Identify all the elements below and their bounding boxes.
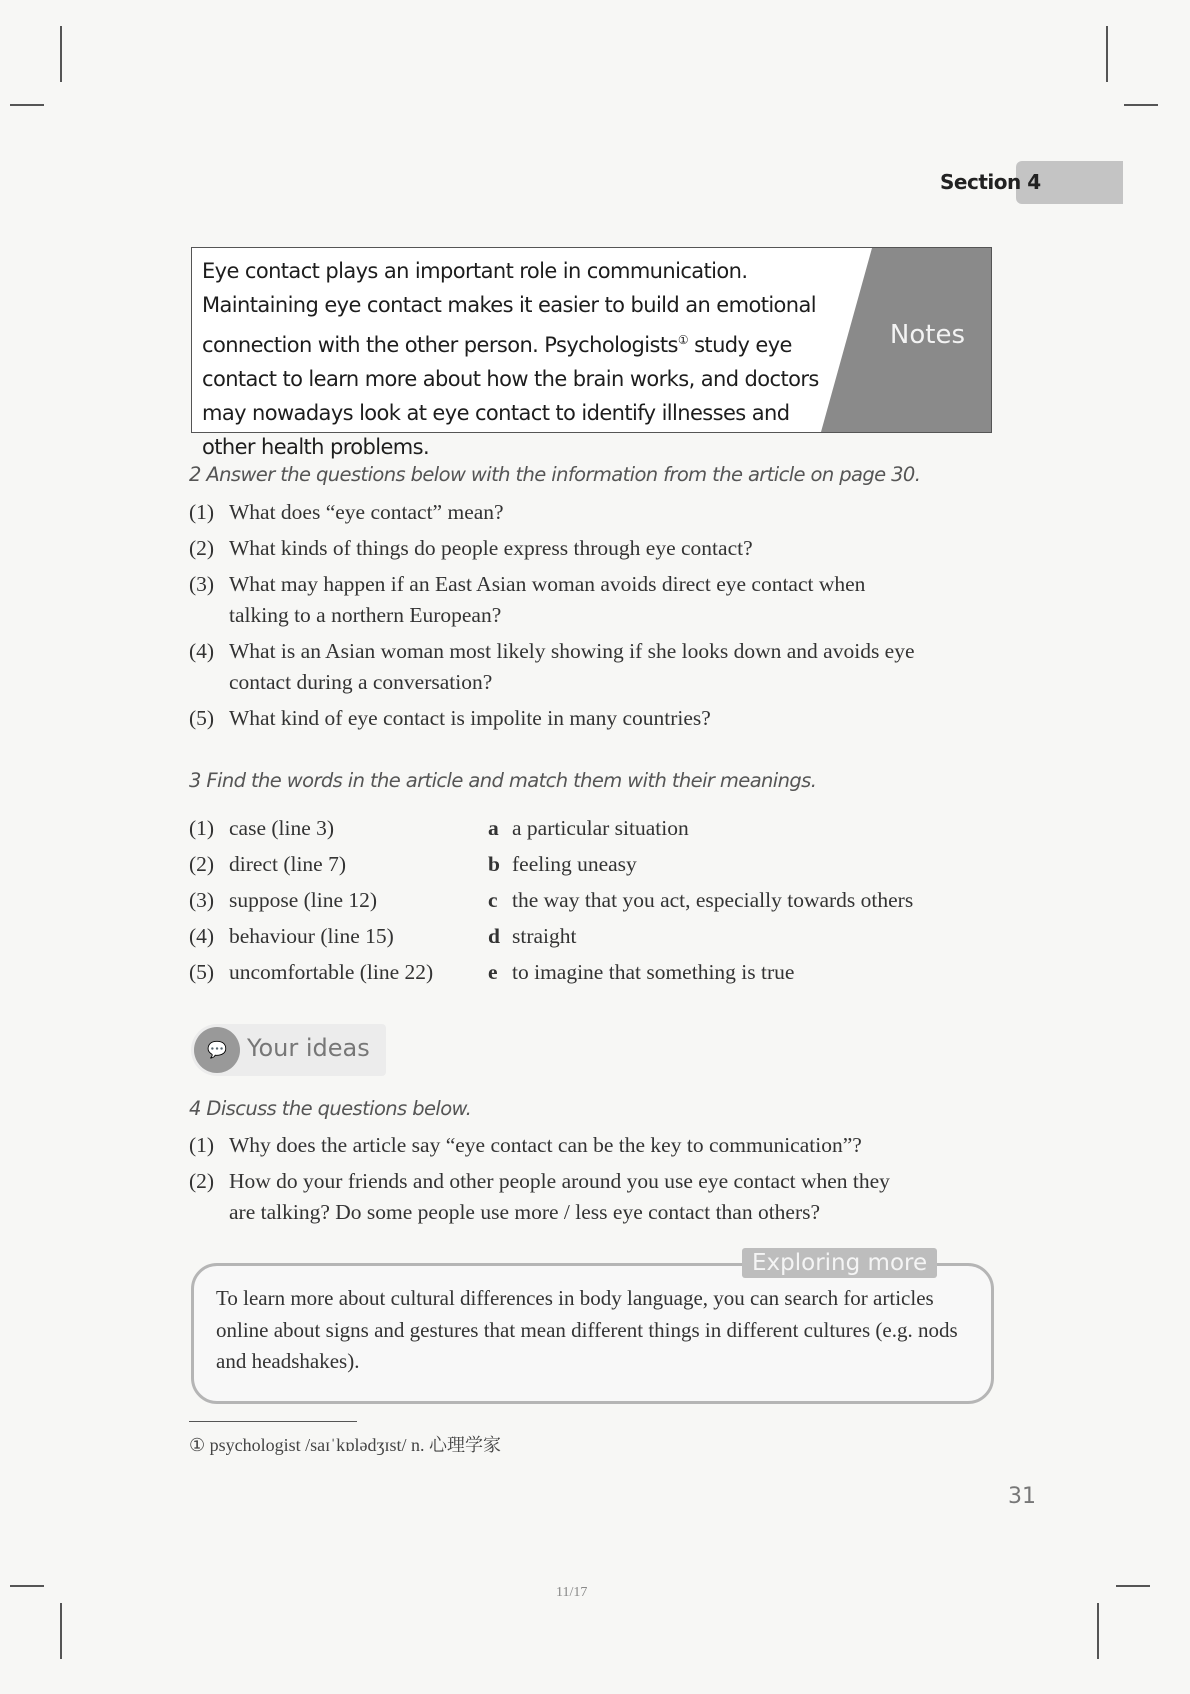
exercise-3-instruction: 3 Find the words in the article and match them with their meanings.: [189, 769, 817, 792]
meaning-item: d straight: [488, 924, 577, 948]
exercise-4-questions: [189, 1130, 1009, 1228]
crop-mark: [1124, 104, 1158, 106]
footnote-ref[interactable]: ①: [677, 332, 689, 347]
word-item: (2) direct (line 7): [189, 852, 347, 876]
speech-bubbles-icon: 💬: [194, 1027, 240, 1073]
notes-box: [191, 247, 992, 460]
word-item: (5) uncomfortable (line 22): [189, 960, 434, 984]
question: (3) What may happen if an East Asian woman avoids direct eye contact when talking to a northern European?: [189, 572, 866, 627]
footnote-divider: [189, 1421, 357, 1422]
meaning-list: [488, 810, 1008, 990]
meaning-item: c the way that you act, especially towards others: [488, 888, 914, 912]
footnote: ① psychologist /saɪˈkɒlədʒɪst/ n. 心理学家: [189, 1435, 502, 1455]
crop-mark: [1097, 1603, 1099, 1659]
page-number: 31: [1008, 1484, 1036, 1509]
word-item: (1) case (line 3): [189, 816, 335, 840]
question: (1) What does “eye contact” mean?: [189, 500, 504, 524]
crop-mark: [10, 1585, 44, 1587]
question: (4) What is an Asian woman most likely showing if she looks down and avoids eye contact during a conversation?: [189, 639, 915, 694]
notes-label: Notes: [889, 320, 965, 350]
exercise-2-instruction: 2 Answer the questions below with the information from the article on page 30.: [189, 463, 921, 486]
meaning-item: b feeling uneasy: [488, 852, 637, 876]
meaning-item: e to imagine that something is true: [488, 960, 795, 984]
crop-mark: [1106, 26, 1108, 82]
crop-mark: [1116, 1585, 1150, 1587]
crop-mark: [60, 26, 62, 82]
question: (1) Why does the article say “eye contact can be the key to communication”?: [189, 1133, 862, 1157]
word-list: [189, 810, 489, 990]
your-ideas-label: Your ideas: [247, 1034, 370, 1062]
question: (2) How do your friends and other people around you use eye contact when they are talking? Do some people use more / less eye contact than others?: [189, 1169, 890, 1224]
crop-mark: [10, 104, 44, 106]
section-heading: Section 4: [940, 170, 1041, 194]
exploring-more-text: To learn more about cultural differences in body language, you can search for articles online about signs and gestures that mean different things in different cultures (e.g. nods and headshakes).: [216, 1286, 958, 1373]
sheet-number: 11/17: [556, 1585, 588, 1600]
notes-text: Eye contact plays an important role in communication. Maintaining eye contact makes it easier to build an emotional connection with the other person. Psychologists① study eye contact to learn more about how the brain works, and doctors may nowadays look at eye contact to identify illnesses and other health problems.: [202, 259, 819, 460]
section-number: 4: [1027, 170, 1041, 194]
your-ideas-banner: [191, 1024, 386, 1076]
word-item: (4) behaviour (line 15): [189, 924, 394, 948]
word-item: (3) suppose (line 12): [189, 888, 378, 912]
exploring-more-label: Exploring more: [742, 1248, 937, 1278]
question: (5) What kind of eye contact is impolite in many countries?: [189, 706, 711, 730]
crop-mark: [60, 1603, 62, 1659]
meaning-item: a a particular situation: [488, 816, 689, 840]
exercise-4-instruction: 4 Discuss the questions below.: [189, 1097, 472, 1120]
exercise-2-questions: [189, 497, 1009, 734]
question: (2) What kinds of things do people express through eye contact?: [189, 536, 753, 560]
